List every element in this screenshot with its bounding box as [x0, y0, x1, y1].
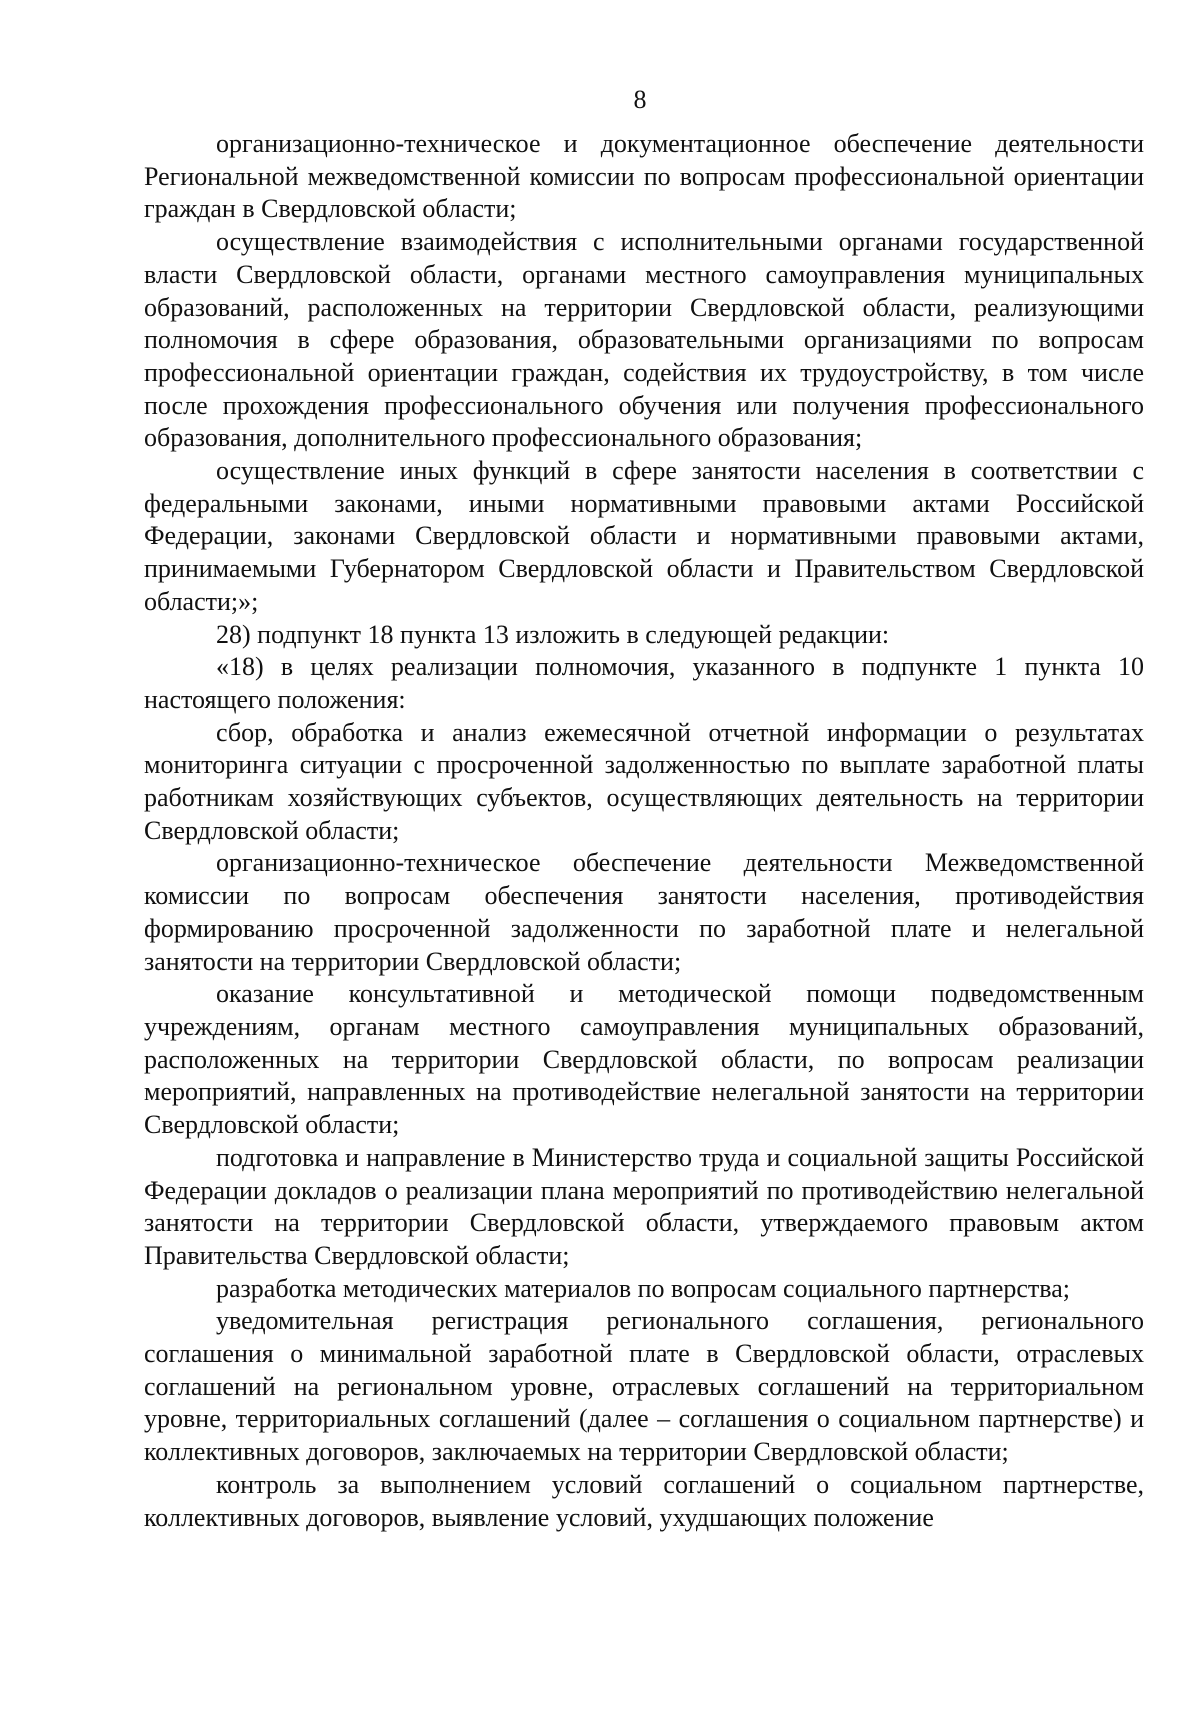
- paragraph: оказание консультативной и методической помощи подведомственным учреждениям, органам местного самоуправления муниципальных образований, расположенных на территории Свердловской области, по вопросам реализации мероприятий, направленных на противодействие нелегальной занятости на территории Свердловской области;: [144, 979, 1144, 1140]
- paragraph: осуществление взаимодействия с исполнительными органами государственной власти Свердловской области, органами местного самоуправления муниципальных образований, расположенных на территории Свердловской области, реализующими полномочия в сфере образования, образовательными организациями по вопросам профессиональной ориентации граждан, содействия их трудоустройству, в том числе после прохождения профессионального обучения или получения профессионального образования, дополнительного профессионального образования;: [144, 227, 1144, 453]
- paragraph: разработка методических материалов по вопросам социального партнерства;: [216, 1273, 1070, 1303]
- paragraph: контроль за выполнением условий соглашений о социальном партнерстве, коллективных договоров, выявление условий, ухудшающих положение: [144, 1469, 1144, 1532]
- paragraph: сбор, обработка и анализ ежемесячной отчетной информации о результатах мониторинга ситуации с просроченной задолженностью по выплате заработной платы работникам хозяйствующих субъектов, осуществляющих деятельность на территории Свердловской области;: [144, 717, 1144, 845]
- paragraph: уведомительная регистрация регионального соглашения, регионального соглашения о минимальной заработной плате в Свердловской области, отраслевых соглашений на региональном уровне, отраслевых соглашений на территориальном уровне, территориальных соглашений (далее – соглашения о социальном партнерстве) и коллективных договоров, заключаемых на территории Свердловской области;: [144, 1306, 1144, 1467]
- paragraph: 28) подпункт 18 пункта 13 изложить в следующей редакции:: [216, 619, 890, 649]
- document-body: [144, 128, 1144, 1534]
- paragraph: осуществление иных функций в сфере занятости населения в соответствии с федеральными законами, иными нормативными правовыми актами Российской Федерации, законами Свердловской области и нормативными правовыми актами, принимаемыми Губернатором Свердловской области и Правительством Свердловской области;»;: [144, 456, 1144, 616]
- paragraph: организационно-техническое и документационное обеспечение деятельности Региональной межведомственной комиссии по вопросам профессиональной ориентации граждан в Свердловской области;: [144, 129, 1144, 224]
- paragraph: подготовка и направление в Министерство труда и социальной защиты Российской Федерации докладов о реализации плана мероприятий по противодействию нелегальной занятости на территории Свердловской области, утверждаемого правовым актом Правительства Свердловской области;: [144, 1142, 1144, 1270]
- page-number: 8: [633, 85, 647, 114]
- paragraph: «18) в целях реализации полномочия, указанного в подпункте 1 пункта 10 настоящего положения:: [144, 652, 1144, 714]
- paragraph: организационно-техническое обеспечение деятельности Межведомственной комиссии по вопросам обеспечения занятости населения, противодействия формированию просроченной задолженности по заработной плате и нелегальной занятости на территории Свердловской области;: [144, 848, 1144, 976]
